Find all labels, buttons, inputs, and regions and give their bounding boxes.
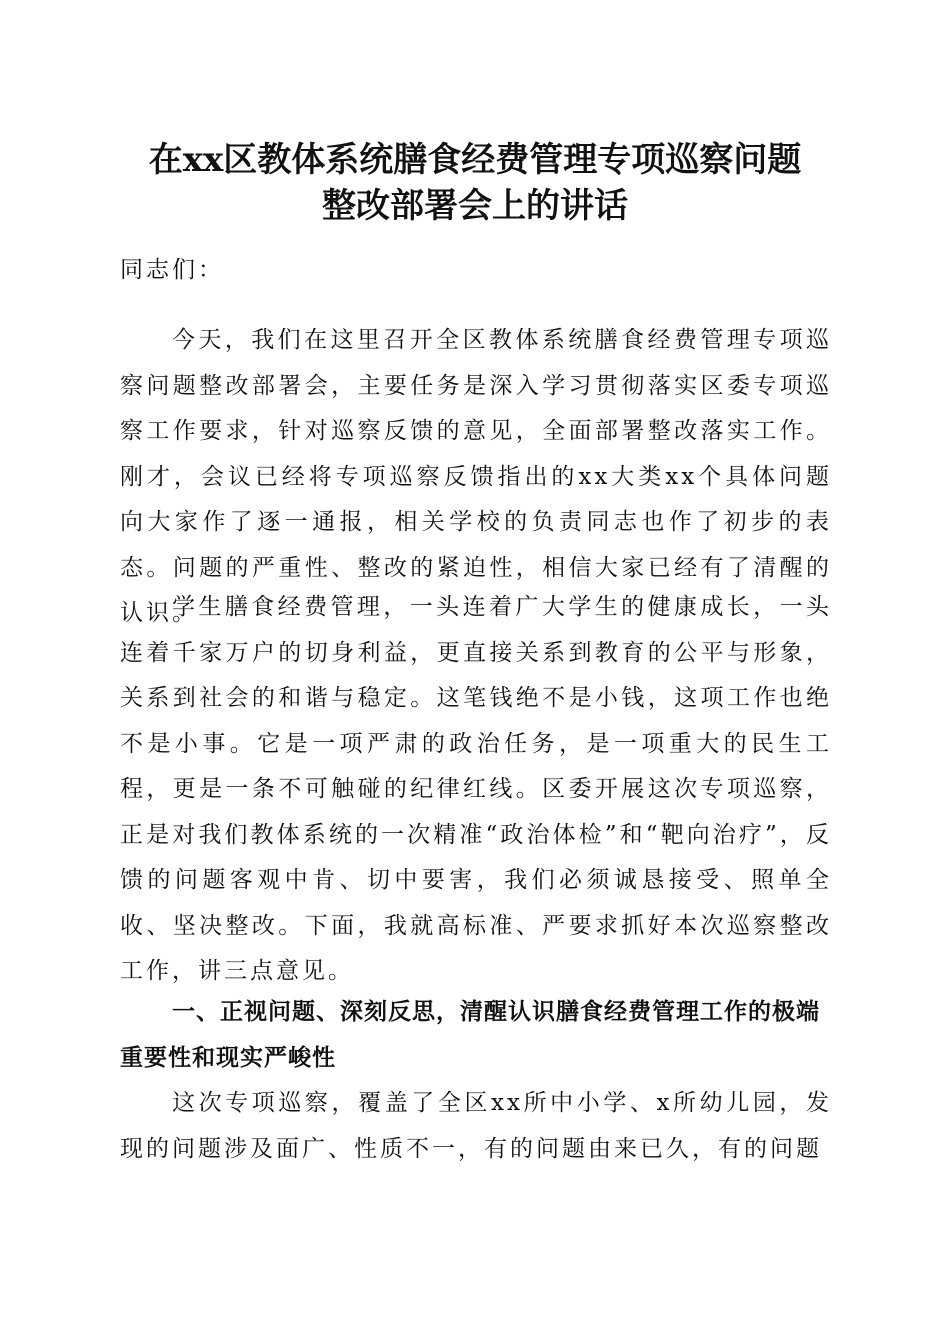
section-1-paragraph: 这次专项巡察，覆盖了全区xx所中小学、x所幼儿园，发现的问题涉及面广、性质不一，有的问题由来已久，有的问题 [120, 1090, 832, 1162]
paragraph-2: 学生膳食经费管理，一头连着广大学生的健康成长，一头连着千家万户的切身利益，更直接关系到教育的公平与形象，关系到社会的和谐与稳定。这笔钱绝不是小钱，这项工作也绝不是小事。它是一项严肃的政治任务，是一项重大的民生工程，更是一条不可触碰的纪律红线。区委开展这次专项巡察，正是对我们教体系统的一次精准“政治体检”和“靶向治疗”，反馈的问题客观中肯、切中要害，我们必须诚恳接受、照单全收、坚决整改。下面，我就高标准、严要求抓好本次巡察整改工作，讲三点意见。 [120, 594, 832, 984]
document-title-line-1: 在xx区教体系统膳食经费管理专项巡察问题 [148, 140, 802, 180]
paragraph-1: 今天，我们在这里召开全区教体系统膳食经费管理专项巡察问题整改部署会，主要任务是深入学习贯彻落实区委专项巡察工作要求，针对巡察反馈的意见，全面部署整改落实工作。刚才，会议已经将专项巡察反馈指出的xx大类xx个具体问题向大家作了逐一通报，相关学校的负责同志也作了初步的表态。问题的严重性、整改的紧迫性，相信大家已经有了清醒的认识。 [120, 327, 832, 626]
salutation: 同志们： [120, 257, 224, 283]
document-title-line-2: 整改部署会上的讲话 [322, 186, 628, 226]
section-heading-1: 一、正视问题、深刻反思，清醒认识膳食经费管理工作的极端重要性和现实严峻性 [120, 999, 820, 1071]
